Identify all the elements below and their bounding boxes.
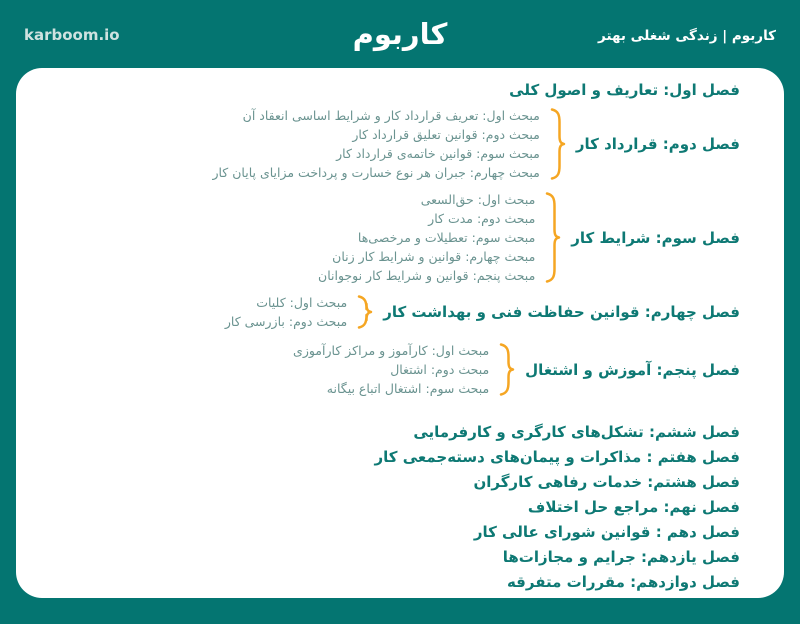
chapter-title: فصل دوم: قرارداد کار [575, 135, 740, 153]
karboom-logo: کاربوم [352, 16, 448, 51]
topic-item: مبحث دوم: بازرسی کار [224, 314, 348, 329]
topic-item: مبحث سوم: اشتغال اتباع بیگانه [326, 381, 490, 396]
brand-tagline: کاربوم | زندگی شغلی بهتر [598, 27, 776, 44]
chapter-title: فصل سوم: شرایط کار [571, 228, 740, 247]
topic-item: مبحث دوم: اشتغال [390, 362, 490, 377]
chapter-title: فصل نهم: مراجع حل اختلاف [527, 498, 740, 516]
site-url-label: karboom.io [23, 25, 120, 44]
chapter-group [46, 341, 740, 398]
chapter-title: فصل دوازدهم: مقررات متفرقه [506, 573, 740, 591]
chapter-title: فصل هشتم: خدمات رفاهی کارگران [473, 473, 740, 491]
header-tagline-zone [525, 25, 776, 44]
topic-item: مبحث چهارم: جبران هر نوع خسارت و پرداخت مزایای پایان کار [212, 165, 540, 180]
topic-item: مبحث سوم: تعطیلات و مرخصی‌ها [357, 230, 536, 245]
header-site-zone [24, 25, 275, 44]
chapter-group [46, 293, 740, 331]
topic-item: مبحث اول: کلیات [256, 295, 348, 310]
chapters-outline [46, 80, 740, 595]
chapter-group [46, 106, 740, 182]
topic-list [318, 190, 535, 285]
topic-item: مبحث دوم: قوانین تعلیق قرارداد کار [352, 127, 540, 142]
curly-brace-icon [499, 343, 515, 396]
topic-item: مبحث دوم: مدت کار [428, 211, 536, 226]
chapter-group [46, 190, 740, 285]
curly-brace-icon [545, 192, 561, 283]
topic-item: مبحث پنجم: قوانین و شرایط کار نوجوانان [318, 268, 536, 283]
chapter-title: فصل پنجم: آموزش و اشتغال [525, 360, 740, 379]
curly-brace-icon [357, 295, 373, 329]
topic-item: مبحث اول: تعریف قرارداد کار و شرایط اساسی انعقاد آن [242, 108, 540, 123]
topic-item: مبحث سوم: قوانین خاتمه‌ی قرارداد کار [336, 146, 540, 161]
chapter-title: فصل چهارم: قوانین حفاظت فنی و بهداشت کار [383, 303, 740, 321]
content-card [16, 68, 784, 598]
topic-list [225, 293, 347, 331]
topic-list [212, 106, 539, 182]
topic-item: مبحث اول: کارآموز و مراکز کارآموزی [293, 343, 490, 358]
topic-item: مبحث اول: حق‌السعی [420, 192, 536, 207]
chapter-title: فصل یازدهم: جرایم و مجازات‌ها [502, 548, 740, 566]
page-header [0, 0, 800, 68]
chapter-title: فصل اول: تعاریف و اصول کلی [509, 81, 740, 99]
topic-list [293, 341, 489, 398]
chapter-list-plain [46, 420, 740, 595]
curly-brace-icon [550, 108, 566, 180]
chapter-title: فصل دهم : قوانین شورای عالی کار [473, 523, 740, 541]
chapter-title: فصل ششم: تشکل‌های کارگری و کارفرمایی [413, 423, 740, 441]
topic-item: مبحث چهارم: قوانین و شرایط کار زنان [332, 249, 536, 264]
chapter-title: فصل هفتم : مذاکرات و پیمان‌های دسته‌جمعی کار [374, 448, 740, 466]
header-logo-zone [275, 16, 526, 51]
